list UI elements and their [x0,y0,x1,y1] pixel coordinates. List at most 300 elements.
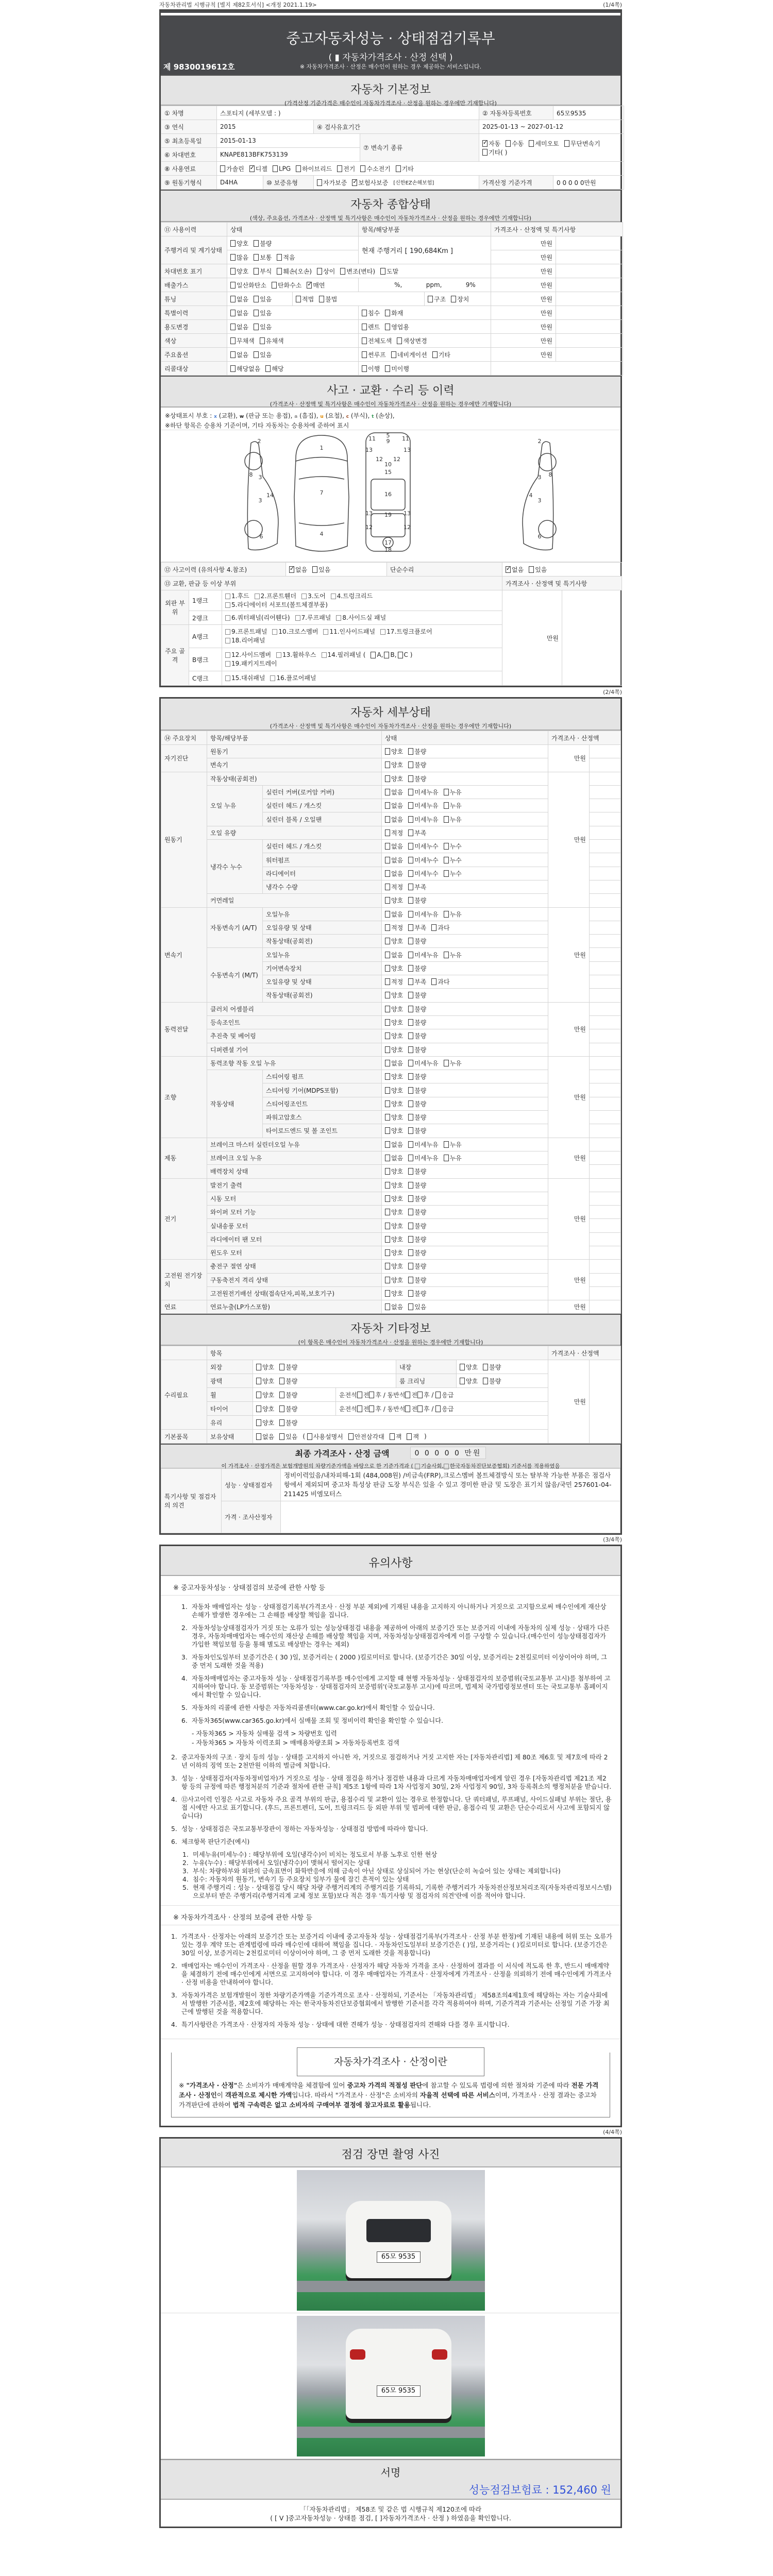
price-note[interactable] [590,840,621,853]
price-note[interactable] [590,1360,621,1444]
checkbox[interactable] [408,816,413,823]
checkbox[interactable] [230,351,236,358]
checkbox[interactable] [408,1182,413,1189]
option[interactable] [307,281,325,290]
checkbox[interactable] [230,337,236,344]
option[interactable] [230,336,255,345]
option[interactable] [408,1181,426,1190]
checkbox[interactable] [444,1464,449,1469]
price-note[interactable] [556,348,623,362]
checkbox[interactable] [435,1405,441,1412]
checkbox[interactable] [385,1277,390,1283]
option[interactable] [230,350,248,359]
checkbox[interactable] [408,938,413,944]
checkbox[interactable] [385,978,390,985]
checkbox[interactable] [408,1155,413,1161]
option[interactable] [385,937,403,945]
option[interactable] [385,977,403,986]
option[interactable] [362,350,386,359]
checkbox[interactable] [230,365,236,372]
option[interactable] [256,1432,274,1441]
option[interactable] [230,253,248,262]
checkbox[interactable] [225,638,230,643]
option[interactable] [276,651,316,659]
option[interactable] [385,1276,403,1284]
option[interactable] [408,1289,426,1298]
option[interactable] [444,1059,462,1067]
checkbox[interactable] [254,310,259,316]
option[interactable] [385,1208,403,1216]
price-note[interactable] [556,264,623,278]
checkbox[interactable] [408,1060,413,1066]
option[interactable] [408,896,426,905]
option[interactable] [385,1167,403,1176]
option[interactable] [564,139,600,148]
option[interactable] [407,1432,419,1441]
checkbox[interactable] [254,268,259,275]
checkbox[interactable] [408,897,413,904]
option[interactable] [397,336,427,345]
checkbox[interactable] [408,1141,413,1148]
option[interactable] [385,869,403,878]
checkbox[interactable] [277,268,282,275]
option[interactable] [256,1418,274,1427]
option[interactable] [408,977,426,986]
option[interactable] [230,239,248,248]
checkbox[interactable] [408,761,413,768]
checkbox[interactable] [225,652,230,658]
price-note[interactable] [590,799,621,812]
option[interactable] [362,309,380,317]
checkbox[interactable] [385,1223,390,1229]
checkbox[interactable] [385,1182,390,1189]
option[interactable] [385,1194,403,1203]
checkbox[interactable] [483,1364,488,1370]
option[interactable] [225,674,265,683]
option[interactable] [385,964,403,973]
checkbox[interactable] [385,1019,390,1026]
option[interactable] [371,651,383,659]
checkbox[interactable] [408,1249,413,1256]
option[interactable] [385,801,403,810]
price-note[interactable] [556,236,623,250]
checkbox[interactable] [279,1419,284,1426]
checkbox[interactable] [225,661,230,667]
option[interactable] [408,1018,426,1027]
option[interactable] [254,309,272,317]
option[interactable] [385,883,403,891]
checkbox[interactable] [352,179,357,186]
option[interactable] [408,1222,426,1230]
checkbox[interactable] [230,240,236,247]
checkbox[interactable] [408,1263,413,1269]
checkbox[interactable] [385,884,390,890]
option[interactable] [408,1086,426,1095]
option[interactable] [279,1404,297,1413]
checkbox[interactable] [385,1168,390,1175]
option[interactable] [385,1099,403,1108]
option[interactable] [408,910,438,919]
price-note[interactable] [590,935,621,948]
option[interactable] [265,364,283,373]
option[interactable] [230,281,266,290]
option[interactable] [296,295,314,303]
option[interactable] [279,1377,297,1385]
option[interactable] [408,1302,426,1311]
option[interactable] [444,842,462,851]
checkbox[interactable] [408,884,413,890]
checkbox[interactable] [301,594,307,599]
option[interactable] [254,350,272,359]
checkbox[interactable] [385,911,390,918]
checkbox[interactable] [385,965,390,972]
option[interactable] [322,651,366,659]
option[interactable] [529,565,547,574]
checkbox[interactable] [225,615,230,621]
option[interactable] [254,267,272,276]
checkbox[interactable] [408,1209,413,1215]
checkbox[interactable] [256,1419,261,1426]
option[interactable] [431,923,449,932]
option[interactable] [408,828,426,837]
option[interactable] [254,239,272,248]
checkbox[interactable] [385,857,390,863]
option[interactable] [385,1031,403,1040]
option[interactable] [323,628,375,636]
option[interactable] [408,842,438,851]
checkbox[interactable] [385,761,390,768]
checkbox[interactable] [385,1141,390,1148]
option[interactable] [384,651,396,659]
option[interactable] [289,565,307,574]
checkbox[interactable] [408,802,413,809]
option[interactable] [408,1167,426,1176]
checkbox[interactable] [385,992,390,998]
checkbox[interactable] [385,1249,390,1256]
checkbox[interactable] [444,802,449,809]
option[interactable] [254,323,272,331]
checkbox[interactable] [408,924,413,931]
price-note[interactable] [590,867,621,880]
checkbox[interactable] [408,843,413,850]
checkbox[interactable] [317,179,322,186]
option[interactable] [391,350,427,359]
checkbox[interactable] [225,629,230,635]
checkbox[interactable] [369,1392,374,1398]
checkbox[interactable] [225,594,230,599]
option[interactable] [385,896,403,905]
price-note[interactable] [590,758,621,772]
checkbox[interactable] [385,1100,390,1107]
price-note[interactable] [590,1029,621,1043]
option[interactable] [385,323,409,331]
option[interactable] [272,628,318,636]
option[interactable] [408,1045,426,1054]
checkbox[interactable] [279,1378,284,1384]
checkbox[interactable] [408,1277,413,1283]
checkbox[interactable] [385,789,390,795]
checkbox[interactable] [428,296,433,302]
option[interactable] [277,253,295,262]
checkbox[interactable] [405,1405,410,1412]
checkbox[interactable] [385,816,390,823]
option[interactable] [482,148,507,157]
option[interactable] [254,253,272,262]
checkbox[interactable] [340,268,345,275]
option[interactable] [279,1418,297,1427]
checkbox[interactable] [451,296,456,302]
checkbox[interactable] [289,566,294,573]
option[interactable] [380,628,432,636]
option[interactable] [396,164,414,173]
option[interactable] [482,139,500,148]
checkbox[interactable] [385,897,390,904]
checkbox[interactable] [385,1303,390,1310]
checkbox[interactable] [362,337,367,344]
checkbox[interactable] [360,165,365,172]
checkbox[interactable] [408,1236,413,1243]
checkbox[interactable] [249,165,255,172]
checkbox[interactable] [371,652,376,658]
option[interactable] [385,747,403,756]
price-note[interactable] [590,1232,621,1246]
option[interactable] [279,1432,297,1441]
option[interactable] [408,1005,426,1013]
checkbox[interactable] [408,1223,413,1229]
checkbox[interactable] [307,1433,312,1440]
checkbox[interactable] [362,310,367,316]
option[interactable] [260,336,284,345]
option[interactable] [408,1072,426,1081]
checkbox[interactable] [391,351,396,358]
option[interactable] [385,1059,403,1067]
checkbox[interactable] [265,365,271,372]
checkbox[interactable] [296,165,301,172]
option[interactable] [451,295,469,303]
checkbox[interactable] [255,594,260,599]
checkbox[interactable] [408,978,413,985]
checkbox[interactable] [348,1433,354,1440]
checkbox[interactable] [256,1392,261,1398]
price-note[interactable] [556,292,623,306]
option[interactable] [273,165,291,173]
option[interactable] [272,281,301,290]
checkbox[interactable] [408,775,413,782]
checkbox[interactable] [380,629,385,635]
checkbox[interactable] [385,870,390,877]
checkbox[interactable] [317,268,322,275]
price-note[interactable] [590,907,621,921]
option[interactable] [390,1432,402,1441]
checkbox[interactable] [483,1378,488,1384]
checkbox[interactable] [397,337,402,344]
option[interactable] [444,856,462,865]
checkbox[interactable] [408,1168,413,1175]
checkbox[interactable] [362,365,367,372]
option[interactable] [408,788,438,796]
checkbox[interactable] [230,310,236,316]
option[interactable] [225,601,328,609]
price-note[interactable] [590,1043,621,1056]
checkbox[interactable] [323,629,328,635]
checkbox[interactable] [385,1114,390,1121]
checkbox[interactable] [444,1060,449,1066]
option[interactable] [432,350,450,359]
checkbox[interactable] [319,296,324,302]
checkbox[interactable] [385,1209,390,1215]
checkbox[interactable] [408,789,413,795]
checkbox[interactable] [432,351,438,358]
checkbox[interactable] [362,324,367,330]
checkbox[interactable] [295,615,300,621]
checkbox[interactable] [254,240,259,247]
checkbox[interactable] [482,140,488,147]
option[interactable] [230,364,260,373]
option[interactable] [408,937,426,945]
option[interactable] [336,614,386,622]
price-note[interactable] [590,1219,621,1232]
checkbox[interactable] [408,1006,413,1012]
checkbox[interactable] [254,351,259,358]
option[interactable] [337,164,355,173]
price-note[interactable] [590,1246,621,1259]
option[interactable] [385,1262,403,1270]
option[interactable] [307,1432,343,1441]
option[interactable] [444,951,462,959]
option[interactable] [362,336,392,345]
checkbox[interactable] [273,165,278,172]
checkbox[interactable] [444,789,449,795]
price-note[interactable] [590,812,621,826]
checkbox[interactable] [408,829,413,836]
checkbox[interactable] [385,952,390,958]
checkbox[interactable] [336,615,341,621]
option[interactable] [249,164,267,173]
option[interactable] [319,295,337,303]
checkbox[interactable] [272,629,277,635]
checkbox[interactable] [256,1433,261,1440]
option[interactable] [385,1140,403,1149]
checkbox[interactable] [431,978,436,985]
checkbox[interactable] [322,652,327,658]
option[interactable] [301,592,326,601]
option[interactable] [408,1059,438,1067]
checkbox[interactable] [331,594,336,599]
option[interactable] [317,178,347,187]
checkbox[interactable] [444,870,449,877]
option[interactable] [256,1391,274,1399]
option[interactable] [230,309,248,317]
checkbox[interactable] [405,1392,410,1398]
option[interactable] [225,628,267,636]
option[interactable] [385,842,403,851]
price-note[interactable] [590,880,621,893]
option[interactable] [444,788,462,796]
option[interactable] [296,164,332,173]
price-note[interactable] [556,278,623,292]
option[interactable] [483,1363,501,1371]
option[interactable] [408,1276,426,1284]
price-note[interactable] [556,320,623,334]
option[interactable] [225,636,265,645]
checkbox[interactable] [230,296,236,302]
checkbox[interactable] [307,282,312,289]
option[interactable] [385,1086,403,1095]
checkbox[interactable] [415,1464,420,1469]
checkbox[interactable] [408,965,413,972]
price-note[interactable] [590,1273,621,1286]
checkbox[interactable] [444,843,449,850]
checkbox[interactable] [408,748,413,755]
checkbox[interactable] [408,1114,413,1121]
checkbox[interactable] [435,1392,441,1398]
checkbox[interactable] [460,1364,465,1370]
price-note[interactable] [590,1056,621,1070]
checkbox[interactable] [279,1405,284,1412]
option[interactable] [230,295,248,303]
checkbox[interactable] [408,911,413,918]
checkbox[interactable] [385,1060,390,1066]
option[interactable] [408,951,438,959]
option[interactable] [444,801,462,810]
checkbox[interactable] [444,952,449,958]
checkbox[interactable] [279,1392,284,1398]
checkbox[interactable] [444,911,449,918]
checkbox[interactable] [390,1433,395,1440]
option[interactable] [408,1126,426,1135]
option[interactable] [385,1181,403,1190]
option[interactable] [385,760,403,769]
checkbox[interactable] [369,1405,374,1412]
option[interactable] [385,774,403,783]
option[interactable] [408,991,426,999]
option[interactable] [385,991,403,999]
checkbox[interactable] [408,1087,413,1094]
checkbox[interactable] [270,675,275,681]
option[interactable] [380,267,398,276]
option[interactable] [256,1404,274,1413]
option[interactable] [444,1154,462,1162]
price-note[interactable] [590,1124,621,1138]
checkbox[interactable] [444,1155,449,1161]
checkbox[interactable] [398,652,403,658]
price-note[interactable] [590,1192,621,1205]
option[interactable] [431,977,449,986]
checkbox[interactable] [385,829,390,836]
option[interactable] [385,815,403,824]
checkbox[interactable] [407,1433,412,1440]
option[interactable] [385,856,403,865]
checkbox[interactable] [276,652,281,658]
option[interactable] [408,1154,438,1162]
checkbox[interactable] [225,602,230,608]
checkbox[interactable] [385,843,390,850]
checkbox[interactable] [254,324,259,330]
option[interactable] [444,910,462,919]
checkbox[interactable] [408,1032,413,1039]
price-note[interactable] [590,975,621,989]
checkbox[interactable] [230,254,236,261]
price-note[interactable] [590,1151,621,1164]
checkbox[interactable] [357,1405,362,1412]
checkbox[interactable] [385,924,390,931]
checkbox[interactable] [408,1046,413,1053]
option[interactable] [408,964,426,973]
option[interactable] [408,869,438,878]
price-note[interactable] [590,1300,621,1314]
checkbox[interactable] [408,1195,413,1202]
option[interactable] [220,164,244,173]
